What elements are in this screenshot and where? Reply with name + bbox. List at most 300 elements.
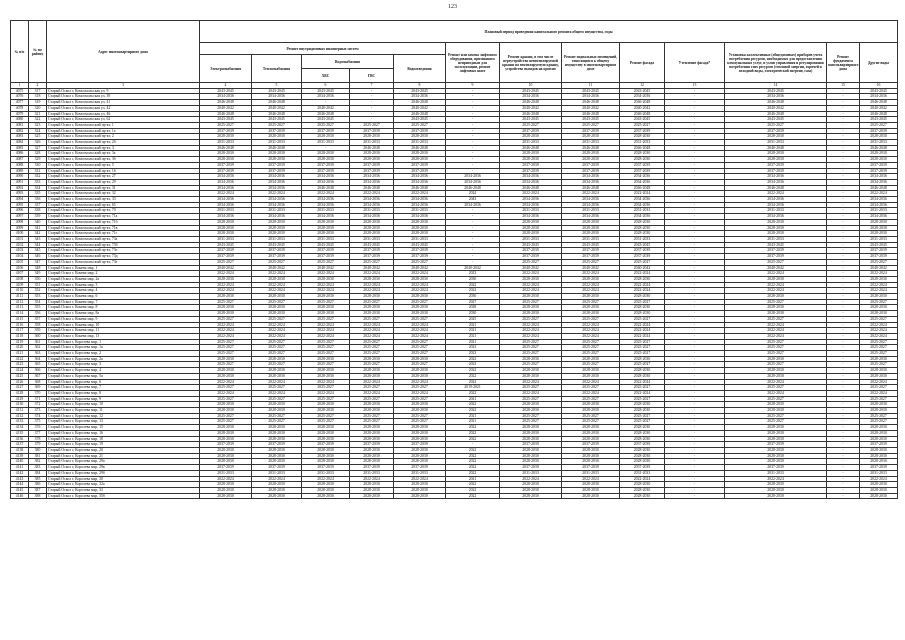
address-cell: Старый Оскол г, Комсомольская ул, 41 [47,100,200,106]
address-cell: Старый Оскол г, Комсомольская ул, 46 [47,111,200,117]
table-cell: 2022-2024 [200,476,252,482]
table-cell: 2025-2027 [200,351,252,357]
table-cell: 2028-2030 [562,225,620,231]
table-cell: 2025-2027 [860,316,898,322]
table-cell: 2028-2030 [394,373,446,379]
table-cell: 2025-2027 [562,259,620,265]
table-cell: 2034-2036 [860,214,898,220]
table-cell: 2028-2030 [200,493,252,499]
table-cell: 2037-2039 [302,465,350,471]
table-cell: 2025-2027 [302,316,350,322]
table-cell: 2034-2036 [500,179,562,185]
address-cell: Старый Оскол г, Комсомольский пр-кт, 70 [47,208,200,214]
table-cell: 2022-2024 [252,476,302,482]
table-cell: 2022-2024 [562,282,620,288]
table-cell: 2040-2042 [860,105,898,111]
table-cell: 2028-2030 [500,134,562,140]
table-cell: - [827,179,860,185]
table-cell: 2028-2030 [860,425,898,431]
table-cell: 2034-2036 [302,179,350,185]
table-cell: - [665,105,725,111]
table-cell: 2025-2027 [725,351,827,357]
table-cell: 2028-2030 [394,430,446,436]
table-cell: 2028-2030 [725,294,827,300]
table-cell: 2040-2042 [562,265,620,271]
table-cell: 2022-2024 [562,390,620,396]
table-cell: 2022-2024 [302,379,350,385]
table-cell: 2043-2045 [200,88,252,94]
table-cell: 2043-2045 [860,117,898,123]
table-cell: 357 [29,316,47,322]
table-cell: 2028-2030 [725,425,827,431]
table-cell: 2025-2027 [562,345,620,351]
table-cell: 2025-2027 [562,419,620,425]
table-cell: - [827,214,860,220]
table-cell: 2034-2036 [500,94,562,100]
table-cell: - [827,482,860,488]
table-cell: 2028-2030 [562,408,620,414]
table-cell: 2022-2024 [500,328,562,334]
address-cell: Старый Оскол г, Королева мкр, 21 [47,453,200,459]
table-cell: 2037-2039 [252,162,302,168]
table-cell: 2022-2024 [860,328,898,334]
table-cell: 2037-2039 [725,128,827,134]
table-cell: 2025-2027 [725,362,827,368]
table-cell: 2022-2024 [200,282,252,288]
table-cell: 2023 [446,351,500,357]
table-cell: 2031-2033 [860,140,898,146]
table-cell: 324 [29,128,47,134]
table-cell: 2034-2036 [620,197,665,203]
table-cell: 319 [29,100,47,106]
table-cell: 2022 [446,430,500,436]
table-cell: - [665,100,725,106]
column-number: 4 [200,83,252,89]
table-cell: 2034-2036 [252,202,302,208]
table-cell: 2023 [446,271,500,277]
table-cell: 4138 [11,448,29,454]
table-cell: 2037-2039 [350,128,394,134]
column-number: 7 [350,83,394,89]
table-cell: 373 [29,408,47,414]
column-number: 1 [11,83,29,89]
table-cell: 2022-2024 [500,322,562,328]
table-cell: 326 [29,140,47,146]
table-cell: 2022-2024 [620,379,665,385]
table-cell: 2028-2030 [725,311,827,317]
table-cell: - [827,328,860,334]
table-cell: 2028-2030 [394,276,446,282]
table-cell: 2021 [446,322,500,328]
address-cell: Старый Оскол г, Королева мкр, 8 [47,390,200,396]
table-cell: 2025-2027 [200,419,252,425]
table-cell: 2028-2030 [350,448,394,454]
table-cell: - [665,351,725,357]
table-cell: 2025-2027 [252,259,302,265]
table-cell: - [665,402,725,408]
table-cell: 2025-2027 [725,413,827,419]
address-cell: Старый Оскол г, Комсомольский пр-кт, 73а [47,236,200,242]
table-cell: 2025-2027 [860,299,898,305]
table-cell: 2031-2033 [302,236,350,242]
address-cell: Старый Оскол г, Комсомольский пр-кт, 73е [47,259,200,265]
table-cell: 2046-2048 [860,100,898,106]
table-cell: 2025-2027 [350,419,394,425]
table-cell: 2034-2036 [562,174,620,180]
address-cell: Старый Оскол г, Королева мкр, 2а [47,356,200,362]
table-cell: - [665,430,725,436]
table-cell: 2043-2045 [252,88,302,94]
table-cell: - [827,254,860,260]
table-cell: 2025-2027 [860,122,898,128]
table-cell: - [665,390,725,396]
address-cell: Старый Оскол г, Королева мкр, 9 [47,396,200,402]
table-cell: 2028-2030 [500,219,562,225]
table-cell: 371 [29,396,47,402]
table-cell: 379 [29,442,47,448]
table-cell: 2043-2045 [620,88,665,94]
table-cell: 2046-2048 [620,100,665,106]
table-cell: 2028-2030 [302,311,350,317]
address-cell: Старый Оскол г, Королева мкр, 35б [47,493,200,499]
table-cell: 2025-2027 [500,259,562,265]
table-cell: 2025-2027 [620,299,665,305]
table-cell: 4129 [11,396,29,402]
table-cell: 2025-2027 [562,299,620,305]
table-cell: 2028-2030 [394,157,446,163]
table-cell: 2025-2027 [562,413,620,419]
header-facade: Ремонт фасада [620,43,665,83]
table-cell: 2028-2030 [620,482,665,488]
table-cell: 2031-2033 [620,236,665,242]
table-cell: 2028-2030 [200,448,252,454]
table-cell: 2028-2030 [252,294,302,300]
table-cell: 2028-2030 [725,436,827,442]
table-cell: 2022-2024 [860,379,898,385]
table-cell: 2022 [446,379,500,385]
table-cell: 2043-2045 [302,242,350,248]
table-cell: 2028-2030 [350,134,394,140]
address-cell: Старый Оскол г, Королева мкр, 4 [47,368,200,374]
table-cell: 2040-2042 [350,265,394,271]
address-cell: Старый Оскол г, Комсомольский пр-кт, 32 [47,191,200,197]
table-cell: 331 [29,168,47,174]
table-cell: 352 [29,288,47,294]
table-cell: 2025-2027 [350,413,394,419]
table-cell: 4114 [11,311,29,317]
table-cell: 2022-2024 [200,390,252,396]
table-cell: 2028-2030 [350,482,394,488]
table-cell: 2046-2048 [725,145,827,151]
table-cell: 2028-2030 [562,448,620,454]
table-cell: 2025-2027 [350,316,394,322]
table-cell: 363 [29,351,47,357]
column-number: 13 [665,83,725,89]
table-cell: 2025-2027 [302,419,350,425]
column-number: 15 [827,83,860,89]
table-cell: - [665,254,725,260]
table-cell: - [446,214,500,220]
table-cell: 2040-2042 [620,265,665,271]
table-cell: 2028-2030 [302,225,350,231]
table-cell: 2046-2048 [302,111,350,117]
table-cell: 2028-2030 [252,151,302,157]
header-drain: Водоотведения [394,55,446,83]
table-cell: - [827,487,860,493]
table-cell: - [665,442,725,448]
table-cell: 2037-2039 [725,168,827,174]
table-cell: 2034-2036 [302,214,350,220]
table-cell: 2025-2027 [252,339,302,345]
table-cell: 2034-2036 [446,202,500,208]
table-cell: 2028-2030 [394,231,446,237]
table-cell: 2037-2039 [860,128,898,134]
table-cell: 2028-2030 [725,356,827,362]
table-cell: 2028-2030 [562,425,620,431]
table-cell: 2022-2024 [394,390,446,396]
table-cell: 2031-2033 [500,140,562,146]
table-cell: 2028-2030 [200,151,252,157]
table-cell: 2028-2030 [620,408,665,414]
table-cell: 4130 [11,402,29,408]
table-cell: 381 [29,453,47,459]
table-cell: - [827,94,860,100]
table-cell: - [665,128,725,134]
table-cell: 2028-2030 [620,425,665,431]
table-cell: 2043-2045 [562,117,620,123]
table-cell: 2040-2042 [562,105,620,111]
table-cell: - [446,242,500,248]
table-cell: 385 [29,476,47,482]
table-cell: 2028-2030 [725,151,827,157]
table-cell: 2028-2030 [500,402,562,408]
table-cell: 2028-2030 [500,425,562,431]
table-cell: 2043-2045 [562,88,620,94]
table-cell: 2028-2030 [252,448,302,454]
table-cell: 2037-2039 [860,162,898,168]
table-cell: 2046-2048 [252,100,302,106]
table-cell: - [827,436,860,442]
table-cell: 2025-2027 [562,339,620,345]
address-cell: Старый Оскол г, Комсомольский пр-кт, 71г [47,231,200,237]
table-cell: 2046-2048 [562,185,620,191]
table-cell: 2034-2036 [562,214,620,220]
table-cell: 2040-2042 [725,105,827,111]
table-cell: 2022-2024 [350,322,394,328]
table-cell: 2028-2030 [725,276,827,282]
table-cell: - [827,362,860,368]
table-cell: 2028-2030 [302,231,350,237]
table-cell: 2025-2027 [200,413,252,419]
table-cell: 2034-2036 [252,185,302,191]
address-cell: Старый Оскол г, Королева мкр, 18 [47,436,200,442]
address-cell: Старый Оскол г, Конева мкр, 10 [47,322,200,328]
table-cell: 2037-2039 [252,254,302,260]
table-cell: - [446,111,500,117]
table-cell: - [827,425,860,431]
table-cell: 2037-2039 [562,442,620,448]
table-cell: 2025-2027 [620,385,665,391]
table-cell: - [827,345,860,351]
table-cell: 2037-2039 [562,248,620,254]
table-cell: 360 [29,333,47,339]
table-cell: 2040-2042 [302,105,350,111]
table-cell: 2028-2030 [620,459,665,465]
table-cell: - [827,276,860,282]
address-cell: Старый Оскол г, Конева мкр, 4 [47,288,200,294]
table-cell: 4134 [11,425,29,431]
table-cell: 2028-2030 [620,356,665,362]
table-cell: 2025-2027 [620,419,665,425]
table-cell: 4079 [11,111,29,117]
table-cell: 2028-2030 [500,368,562,374]
header-engineering-group: Ремонт внутридомовых инженерных систем [200,43,446,55]
table-cell: - [827,322,860,328]
table-cell: 2028-2030 [860,408,898,414]
table-cell: 2037-2039 [725,162,827,168]
table-cell: 2028-2030 [394,482,446,488]
table-cell: 2028-2030 [725,448,827,454]
table-cell: 2022 [446,459,500,465]
column-number: 6 [302,83,350,89]
address-cell: Старый Оскол г, Королева мкр, 1а [47,345,200,351]
table-cell: 2046-2048 [394,145,446,151]
table-cell: 2028-2030 [200,487,252,493]
table-cell: 2028-2030 [350,151,394,157]
table-cell: 330 [29,162,47,168]
table-cell: - [665,362,725,368]
table-cell: - [827,197,860,203]
table-cell: - [827,379,860,385]
table-cell: - [665,322,725,328]
table-cell: - [665,482,725,488]
table-cell: 2022-2024 [500,379,562,385]
table-cell: 2028-2030 [252,356,302,362]
table-cell: 2028-2030 [350,425,394,431]
table-cell: 2025-2027 [200,299,252,305]
table-cell: 2022 [446,465,500,471]
table-cell: 2028-2030 [200,430,252,436]
table-cell: 4116 [11,322,29,328]
table-cell: 2028-2030 [500,459,562,465]
table-cell: 2037-2039 [252,465,302,471]
table-cell: - [665,299,725,305]
table-cell: 2028-2030 [302,219,350,225]
table-cell: 2031-2033 [562,236,620,242]
table-cell: 2028-2030 [200,225,252,231]
table-cell: 2022-2024 [302,476,350,482]
table-cell: 2028-2030 [200,305,252,311]
table-cell: 2034-2036 [252,94,302,100]
table-cell: - [350,88,394,94]
table-cell: 386 [29,482,47,488]
table-cell: - [827,122,860,128]
table-cell: - [665,219,725,225]
table-cell: 2025-2027 [394,259,446,265]
table-cell: 2028-2030 [500,430,562,436]
table-cell: 2025-2027 [252,345,302,351]
header-gvs: ГВС [350,69,394,83]
table-cell: 2037-2039 [394,254,446,260]
header-roof: Ремонт крыши, в том числе переустройство невентилируемой крыши на вентилируемую крышу, устройство выходов на кровлю [500,43,562,83]
table-cell: 2022-2024 [500,271,562,277]
table-cell: 2046-2048 [200,100,252,106]
table-cell: 2025-2027 [860,339,898,345]
table-cell: 2028-2030 [200,402,252,408]
table-cell: - [665,333,725,339]
table-cell: 2028-2030 [562,430,620,436]
table-cell: - [446,168,500,174]
table-cell: 2037-2039 [860,442,898,448]
address-cell: Старый Оскол г, Комсомольская ул, 42 [47,105,200,111]
table-cell: 2028-2030 [302,430,350,436]
table-cell: 2028-2030 [620,487,665,493]
table-cell: - [446,219,500,225]
table-cell: 2028-2030 [394,356,446,362]
table-cell: 2028-2030 [394,408,446,414]
table-cell: 4081 [11,122,29,128]
table-cell: 2028-2030 [252,430,302,436]
table-cell: 2028-2030 [562,294,620,300]
table-cell: 2028-2030 [562,459,620,465]
table-cell: - [827,442,860,448]
table-cell: 2022-2024 [394,328,446,334]
table-cell: - [446,145,500,151]
table-cell: 2031-2033 [350,470,394,476]
table-cell: 2028-2030 [350,157,394,163]
table-cell: - [665,470,725,476]
address-cell: Старый Оскол г, Комсомольский пр-кт, 29 [47,179,200,185]
table-cell: 2034-2036 [394,202,446,208]
table-cell: 2028-2030 [302,425,350,431]
table-cell: 2022-2024 [860,476,898,482]
address-cell: Старый Оскол г, Конева мкр, 1 [47,265,200,271]
table-cell: 2028-2030 [620,134,665,140]
table-cell: 4142 [11,470,29,476]
table-cell: 4112 [11,299,29,305]
table-cell: 2028-2030 [860,231,898,237]
table-cell: 2028-2030 [252,276,302,282]
table-cell: 2046-2048 [860,185,898,191]
table-cell: 2031-2033 [620,470,665,476]
table-cell: - [827,305,860,311]
table-cell: 2028-2030 [394,436,446,442]
table-cell: 2022 [446,436,500,442]
table-cell: 2028-2030 [860,493,898,499]
table-cell: - [827,157,860,163]
table-cell: 2028-2030 [252,482,302,488]
table-cell: - [446,236,500,242]
table-cell: - [446,248,500,254]
table-cell: 2034-2036 [446,179,500,185]
table-cell: - [827,333,860,339]
address-cell: Старый Оскол г, Королева мкр, 30 [47,476,200,482]
table-cell: 2046-2048 [725,111,827,117]
table-cell: - [827,191,860,197]
table-cell: 333 [29,179,47,185]
table-cell: 2022 [446,368,500,374]
table-cell: 2028-2030 [725,402,827,408]
table-cell: 2025-2027 [252,413,302,419]
table-cell: - [827,185,860,191]
table-cell: - [827,100,860,106]
column-number: 10 [500,83,562,89]
table-cell: 2022 [446,288,500,294]
table-cell: 2022 [446,390,500,396]
table-cell: 2031-2033 [394,236,446,242]
table-cell: 2025-2027 [394,362,446,368]
table-cell: 2034-2036 [200,174,252,180]
